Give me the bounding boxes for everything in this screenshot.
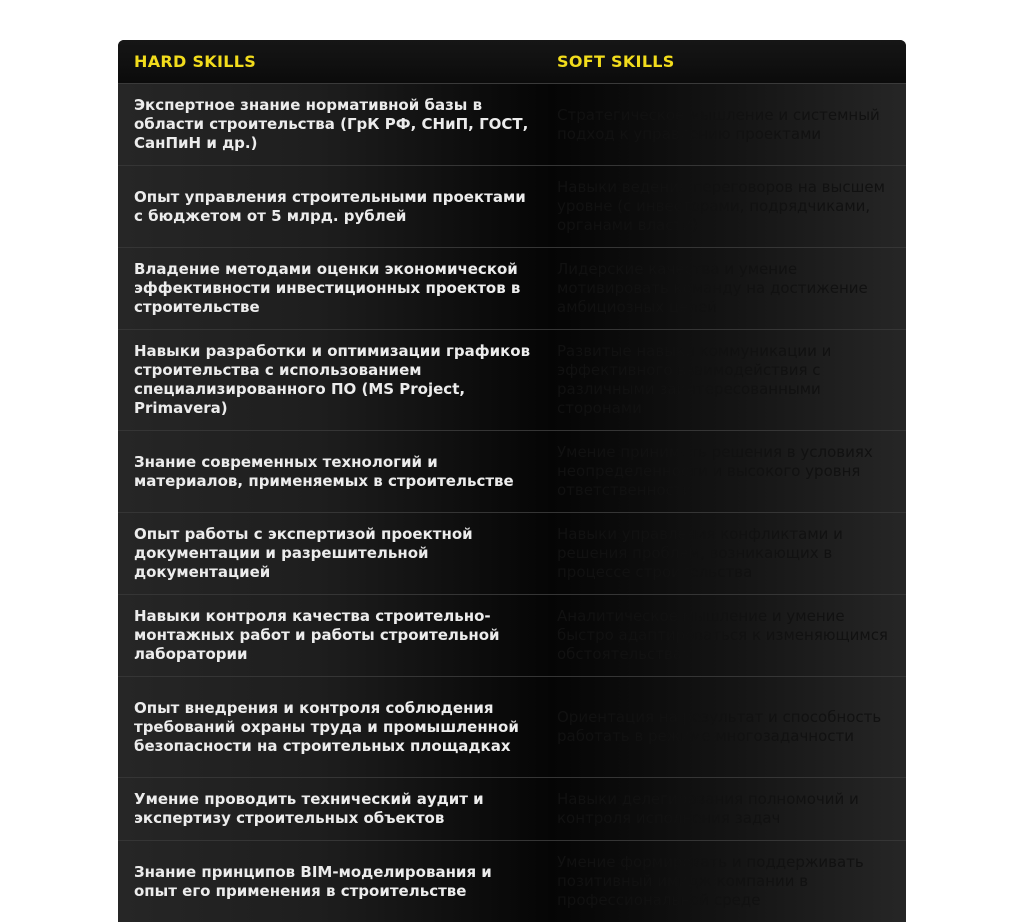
soft-skill-cell: Навыки ведения переговоров на высшем уровне (с инвесторами, подрядчиками, органами власти): [551, 166, 906, 248]
hard-skill-cell: Экспертное знание нормативной базы в области строительства (ГрК РФ, СНиП, ГОСТ, СанПиН и др.): [118, 84, 551, 166]
hard-skill-cell: Знание принципов BIM-моделирования и опыт его применения в строительстве: [134, 862, 492, 900]
soft-skill-cell: Аналитическое мышление и умение быстро адаптироваться к изменяющимся обстоятельствам: [551, 595, 906, 677]
hard-skills-header: HARD SKILLS: [118, 40, 551, 84]
soft-skills-header: SOFT SKILLS: [551, 40, 906, 84]
hard-skill-cell: Опыт работы с экспертизой проектной документации и разрешительной документацией: [118, 513, 551, 595]
table-row: [118, 677, 906, 778]
soft-skill-cell: Навыки управления конфликтами и решения проблем, возникающих в процессе строительства: [551, 513, 906, 595]
soft-skill-cell: Умение формировать и поддерживать позитивный имидж компании в профессиональной среде: [557, 853, 864, 910]
table-row: [118, 248, 906, 330]
skills-table-card: [118, 40, 906, 922]
table-row: [118, 513, 906, 595]
soft-skill-cell: Ориентация на результат и способность работать в режиме многозадачности: [551, 677, 906, 778]
soft-skill-cell: Стратегическое мышление и системный подход к управлению проектами: [551, 84, 906, 166]
table-row: [118, 841, 906, 922]
soft-skill-cell: Умение принимать решения в условиях неопределенности и высокого уровня ответственности: [551, 431, 906, 513]
soft-skill-cell: Лидерские качества и умение мотивировать команду на достижение амбициозных целей: [551, 248, 906, 330]
table-header-row: [118, 40, 906, 84]
soft-skill-cell: Навыки делегирования полномочий и контроля исполнения задач: [551, 778, 906, 841]
table-row: [118, 166, 906, 248]
table-row: [118, 595, 906, 677]
hard-skill-cell: Умение проводить технический аудит и экспертизу строительных объектов: [118, 778, 551, 841]
hard-skill-cell: Навыки разработки и оптимизации графиков строительства с использованием специализированного ПО (MS Project, Primavera): [118, 330, 551, 431]
table-row: [118, 330, 906, 431]
hard-skill-cell: Навыки контроля качества строительно-монтажных работ и работы строительной лаборатории: [118, 595, 551, 677]
hard-skill-cell: Знание современных технологий и материалов, применяемых в строительстве: [118, 431, 551, 513]
soft-skill-cell: Развитые навыки коммуникации и эффективного взаимодействия с различными заинтересованными сторонами: [551, 330, 906, 431]
table-row: [118, 778, 906, 841]
table-row: [118, 84, 906, 166]
hard-skill-cell: Опыт управления строительными проектами с бюджетом от 5 млрд. рублей: [118, 166, 551, 248]
hard-skill-cell: Опыт внедрения и контроля соблюдения требований охраны труда и промышленной безопасности на строительных площадках: [118, 677, 551, 778]
skills-table: [118, 40, 906, 922]
table-row: [118, 431, 906, 513]
hard-skill-cell: Владение методами оценки экономической эффективности инвестиционных проектов в строительстве: [118, 248, 551, 330]
